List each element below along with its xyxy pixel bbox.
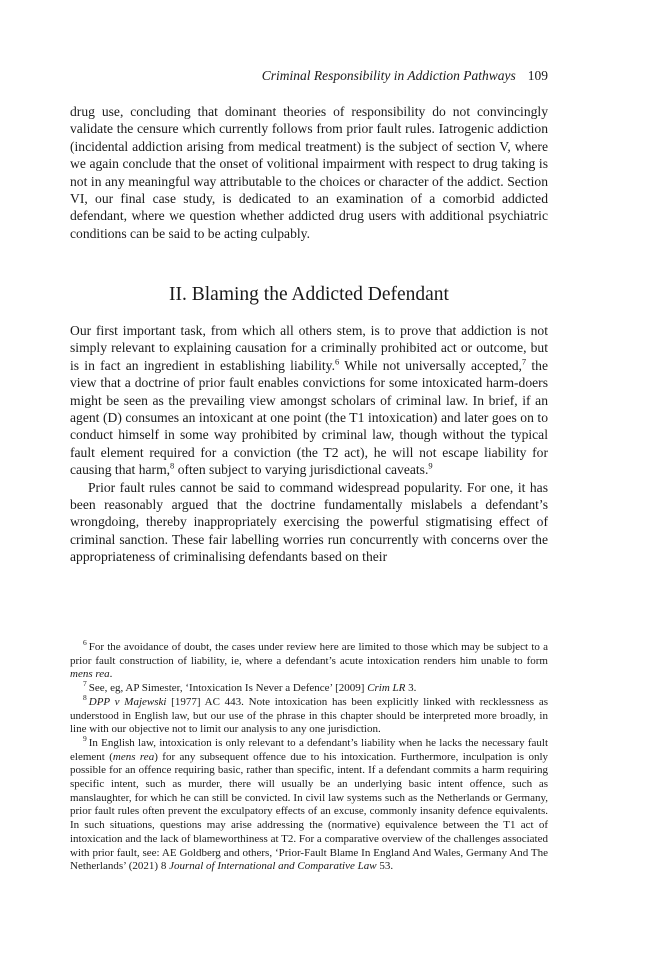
footnote-journal-title: Journal of International and Comparative Law: [169, 860, 377, 873]
footnote-italic: mens rea: [112, 750, 155, 763]
paragraph-prior-fault: Prior fault rules cannot be said to command widespread popularity. For one, it has been reasonably argued that the doctrine fundamentally mislabels a defendant’s wrongdoing, thereby inappropriately exercising the powerful stigmatising effect of criminal sanction. These fair labelling worries run concurrently with concerns over the appropriateness of criminalising defendants based on their: [70, 479, 548, 565]
footnote-text: ) for any subsequent offence due to his intoxication. Furthermore, inculpation is only possible for an offence requiring basic, rather than specific, intent. If a defendant commits a harm requiring specific intent, such as murder, there will usually be an underlying basic intent offence, such as manslaughter, for which he can still be convicted. In civil law systems such as the Netherlands or Germany, prior fault rules often prevent the exculpatory effects of an excuse, commonly insanity defence equivalents. In such situations, questions may arise addressing the (normative) equivalence between the T1 act of intoxication and the lack of blameworthiness at T2. For a comparative overview of the challenges associated with prior fault, see: AE Goldberg and others, ‘Prior-Fault Blame In England And Wales, Germany And The Netherlands’ (2021) 8: [70, 750, 548, 873]
footnote-9: [70, 734, 548, 874]
footnote-mark: 9: [83, 734, 87, 744]
paragraph-blaming: [70, 322, 548, 479]
intro-paragraph: drug use, concluding that dominant theories of responsibility do not convincingly validate the censure which currently follows from prior fault rules. Iatrogenic addiction (incidental addiction arising from medical treatment) is the subject of section V, where we again conclude that the onset of volitional impairment with respect to drug taking is not in any meaningful way attributable to the choices or character of the addict. Section VI, our final case study, is dedicated to an examination of a comorbid addicted defendant, where we question whether addicted drug users with additional psychiatric conditions can be said to be acting culpably.: [70, 104, 548, 241]
footnote-italic: DPP v Majewski: [88, 695, 167, 708]
footnote-ref-9[interactable]: 9: [428, 460, 433, 471]
footnote-text: For the avoidance of doubt, the cases under review here are limited to those which may be subject to a prior fault construction of liability, ie, where a defendant’s acute intoxication renders him unable to form: [70, 641, 548, 667]
footnotes: [70, 638, 548, 874]
footnote-text-end: .: [109, 668, 113, 681]
footnote-text: In English law, intoxication is only relevant to a defendant’s liability when he lacks the necessary fault element (: [70, 736, 548, 763]
page-number: 109: [527, 68, 548, 83]
footnote-7: [70, 679, 548, 696]
footnote-text: [1977] AC 443. Note intoxication has been explicitly linked with recklessness as understood in English law, but our use of the phrase in this chapter should be interpreted more broadly, in line with our objective not to limit our analysis to any one jurisdiction.: [70, 695, 548, 736]
footnote-italic: Crim LR: [367, 682, 406, 695]
section-heading: II. Blaming the Addicted Defendant: [169, 284, 449, 305]
intro-paragraph-block: [70, 103, 548, 242]
footnote-mark: 8: [83, 693, 87, 703]
para1-sentence-4: often subject to varying jurisdictional caveats.: [174, 462, 429, 478]
footnote-text-end: 53.: [376, 860, 394, 873]
footnote-mark: 6: [83, 638, 87, 648]
footnote-ref-7[interactable]: 7: [521, 356, 527, 367]
para1-sentence-1: Our first important task, from which all others stem, is to prove that addiction is not simply relevant to explaining causation for a criminally prohibited act or outcome, but is in fact an ingredient in establishing liability.: [70, 323, 548, 373]
footnote-ref-6[interactable]: 6: [334, 356, 340, 367]
running-title: Criminal Responsibility in Addiction Pathways: [261, 68, 516, 83]
para1-sentence-3: the view that a doctrine of prior fault enables convictions for some intoxicated harm-doers might be seen as the prevailing view amongst scholars of criminal law. In brief, if an agent (D) consumes an intoxicant at one point (the T1 intoxication) and later goes on to conduct himself in some way prohibited by criminal law, though without the typical fault element required for a conviction (the T2 act), he will not escape liability for causing that harm,: [70, 357, 548, 478]
footnote-text: See, eg, AP Simester, ‘Intoxication Is Never a Defence’ [2009]: [88, 682, 368, 695]
para1-sentence-2: While not universally accepted,: [339, 357, 522, 373]
footnote-text-end: 3.: [405, 682, 417, 695]
footnote-8: [70, 693, 548, 737]
footnote-italic: mens rea: [70, 668, 110, 681]
body-text: [70, 322, 548, 566]
footnote-ref-8[interactable]: 8: [170, 460, 175, 471]
running-header: [70, 68, 548, 84]
footnote-6: [70, 638, 548, 682]
footnote-mark: 7: [83, 679, 87, 689]
